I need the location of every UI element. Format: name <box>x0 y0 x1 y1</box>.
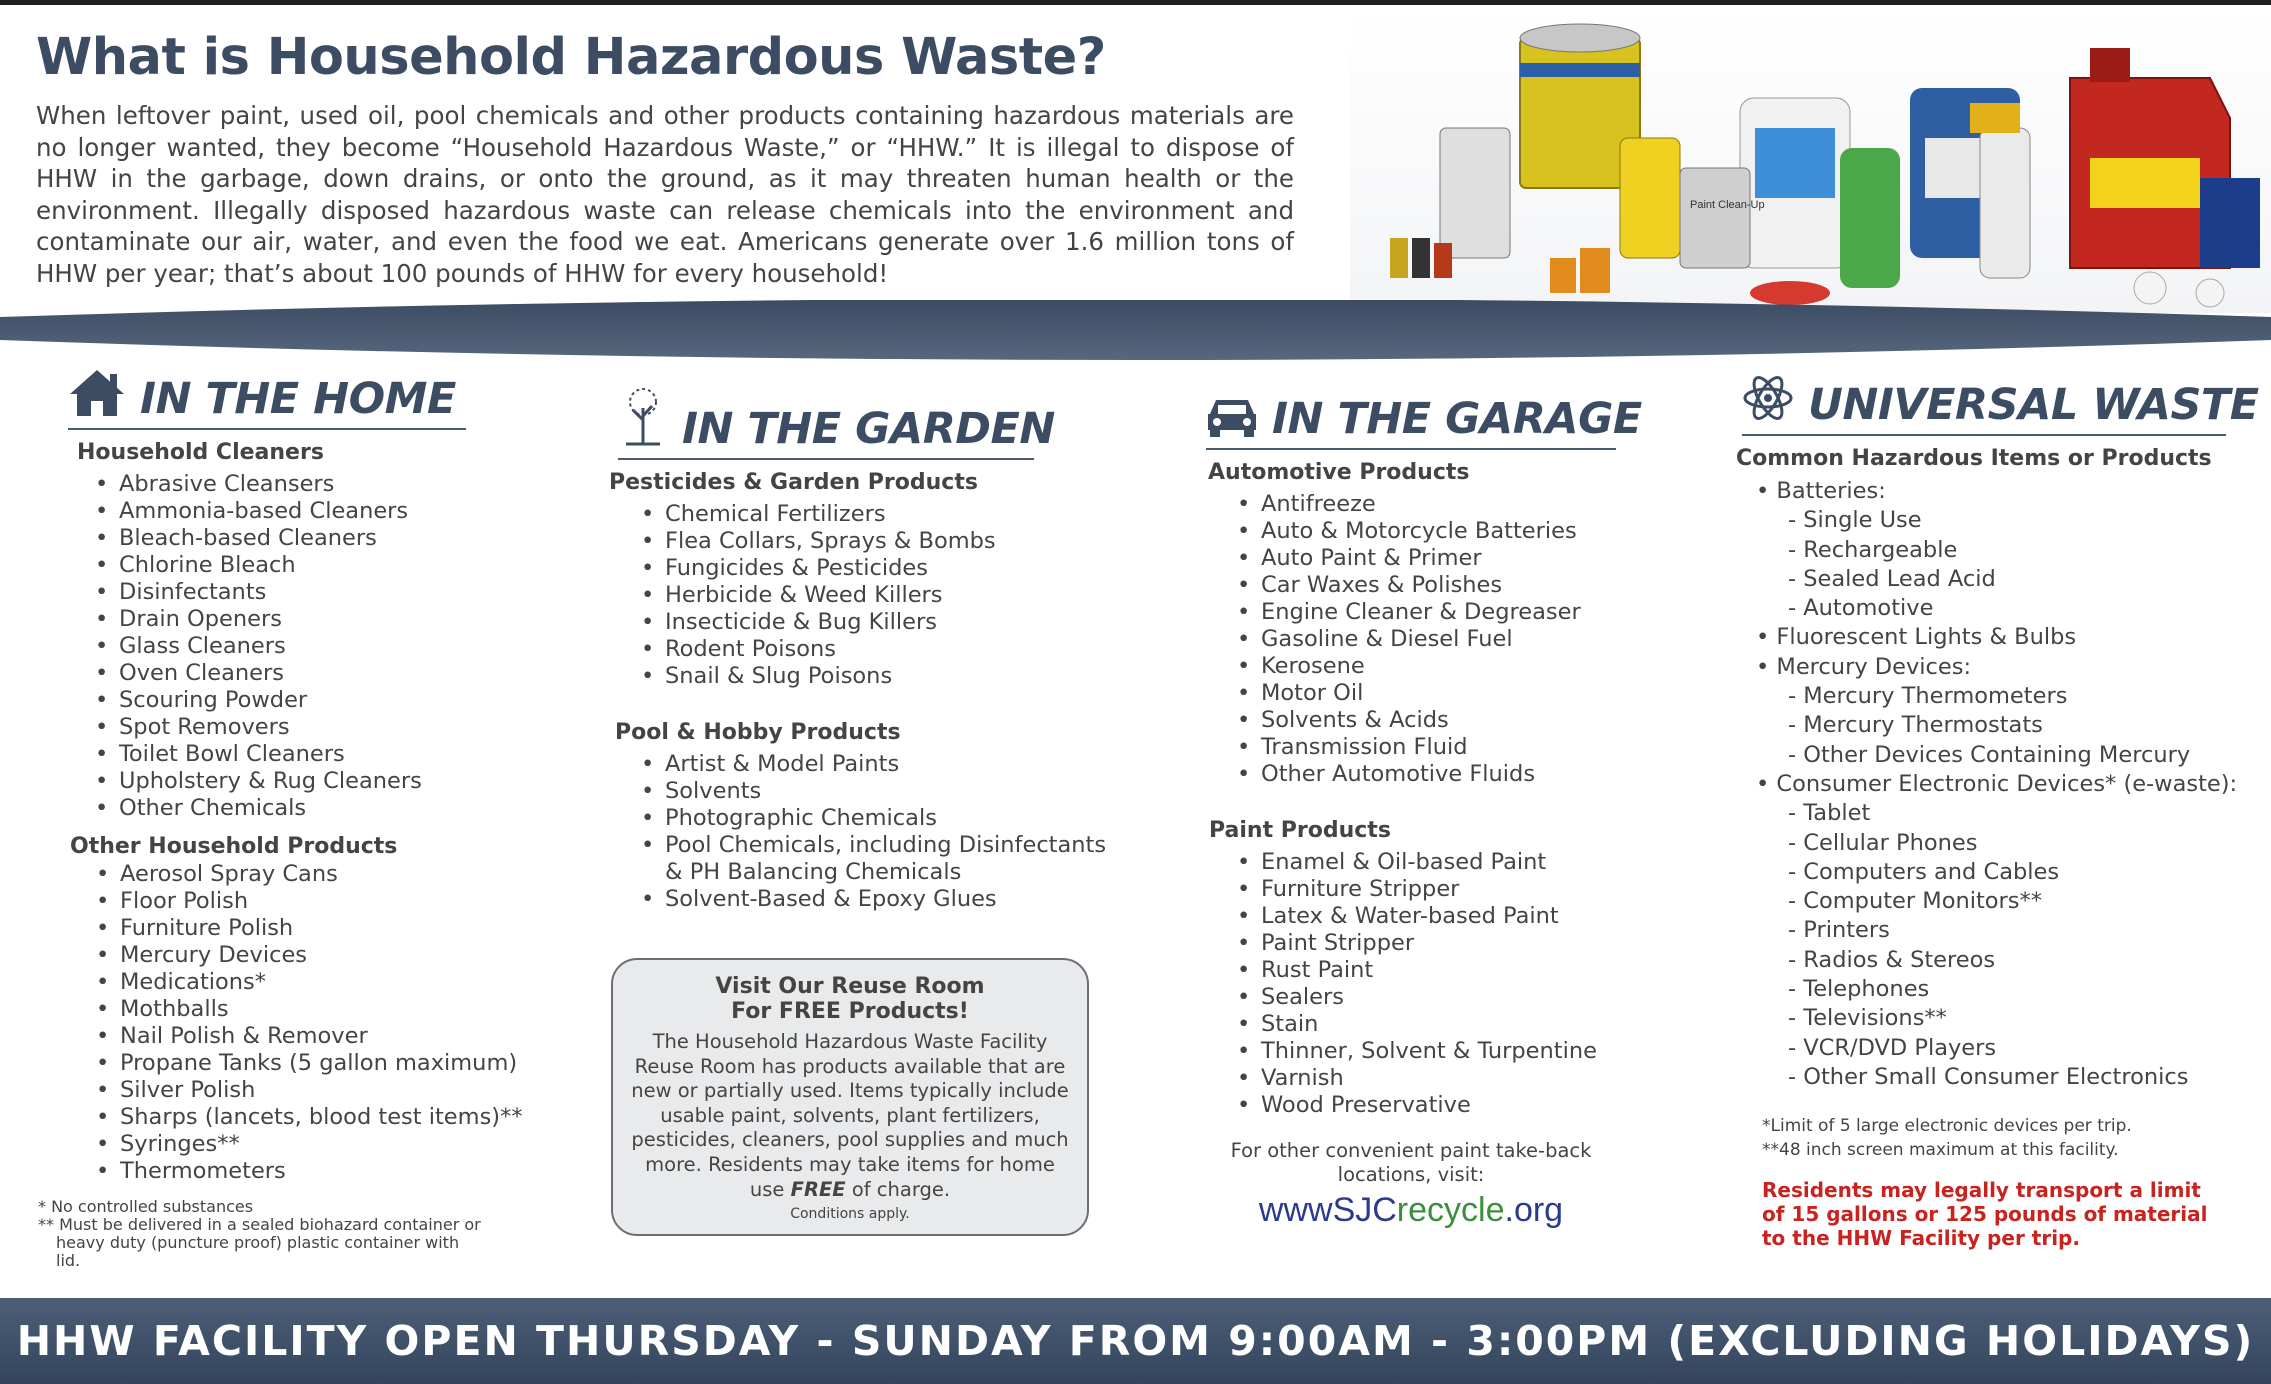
bullet: • <box>1237 761 1251 787</box>
bullet: • <box>1237 491 1251 517</box>
list-item-label: Other Automotive Fluids <box>1261 761 1536 787</box>
paint-takeback-note <box>1206 1139 1616 1187</box>
sjc-recycle-link[interactable] <box>1206 1191 1616 1230</box>
list-item-label: Thinner, Solvent & Turpentine <box>1261 1038 1597 1064</box>
list-item-label: Auto & Motorcycle Batteries <box>1261 518 1577 544</box>
bullet: • <box>1237 984 1251 1010</box>
list-item-label: Floor Polish <box>120 888 249 914</box>
list-item-label: Spot Removers <box>119 714 290 740</box>
list-item-label: Mercury Devices <box>120 942 308 968</box>
list-item <box>641 528 1138 555</box>
url-part-www: www <box>1258 1191 1333 1229</box>
list-item <box>96 969 588 996</box>
list-item <box>1237 626 1726 653</box>
list-item-label: Transmission Fluid <box>1261 734 1468 760</box>
list-item: - Mercury Thermometers <box>1788 683 2068 710</box>
list-item: - Automotive <box>1788 595 1934 622</box>
list-item <box>96 861 588 888</box>
bullet: • <box>641 582 655 608</box>
bullet: • <box>95 660 109 686</box>
bullet: • <box>95 498 109 524</box>
list-item <box>1237 707 1726 734</box>
list-item <box>1237 491 1726 518</box>
bullet: • <box>1237 599 1251 625</box>
page-title: What is Household Hazardous Waste? <box>36 28 1106 87</box>
list-item: - Telephones <box>1788 976 1930 1003</box>
list-item-label: Syringes** <box>120 1131 240 1157</box>
list-item <box>1237 653 1726 680</box>
list-item: - Other Small Consumer Electronics <box>1788 1063 2189 1090</box>
list-item-label: Antifreeze <box>1261 491 1376 517</box>
list-item <box>96 1131 588 1158</box>
bullet: • <box>96 942 110 968</box>
list-item <box>96 1050 588 1077</box>
list-item-label: Furniture Polish <box>120 915 294 941</box>
car-icon <box>1206 396 1258 442</box>
list-item-label: Abrasive Cleansers <box>119 471 335 497</box>
list-item-label: Upholstery & Rug Cleaners <box>119 768 422 794</box>
bullet: • <box>641 528 655 554</box>
list-item <box>1237 903 1726 930</box>
list-item <box>96 1158 588 1185</box>
list-item-label: Kerosene <box>1261 653 1365 679</box>
list-item: - VCR/DVD Players <box>1788 1034 1997 1061</box>
list-item: - Single Use <box>1788 507 1922 534</box>
list-item <box>641 751 1138 778</box>
bullet: • <box>95 579 109 605</box>
list-item <box>95 633 588 660</box>
reuse-free-emphasis: FREE <box>790 1177 846 1201</box>
list-item <box>1237 957 1726 984</box>
list-item-label: Solvents <box>665 778 762 804</box>
bullet: • <box>641 663 655 689</box>
list-item-label: Herbicide & Weed Killers <box>665 582 943 608</box>
list-item-label: Ammonia-based Cleaners <box>119 498 409 524</box>
list-item <box>96 915 588 942</box>
url-part-sjc: SJC <box>1332 1191 1397 1229</box>
url-part-recycle: recycle <box>1396 1191 1505 1229</box>
list-item-label: Aerosol Spray Cans <box>120 861 338 887</box>
bullet: • <box>96 1023 110 1049</box>
home-note-4: lid. <box>56 1251 81 1270</box>
list-item-label: Solvent-Based & Epoxy Glues <box>665 886 997 912</box>
list-item-label: Chlorine Bleach <box>119 552 296 578</box>
list-item <box>95 660 588 687</box>
universal-note-1: *Limit of 5 large electronic devices per trip. <box>1762 1116 2132 1137</box>
home-title-rule <box>68 428 466 430</box>
garage-paint-list <box>1237 849 1726 1119</box>
list-item-label: Photographic Chemicals <box>665 805 937 831</box>
list-item-label: Insecticide & Bug Killers <box>665 609 937 635</box>
bullet: • <box>95 525 109 551</box>
list-item-label: Sealers <box>1261 984 1344 1010</box>
home-sub-cleaners: Household Cleaners <box>77 440 324 465</box>
garage-sub-automotive: Automotive Products <box>1208 460 1470 485</box>
bullet: • <box>96 1104 110 1130</box>
list-item-label: Latex & Water-based Paint <box>1261 903 1559 929</box>
list-item-label: Varnish <box>1261 1065 1344 1091</box>
home-other-list <box>96 861 588 1185</box>
list-item <box>96 942 588 969</box>
bullet: • <box>1237 849 1251 875</box>
list-item-label: Nail Polish & Remover <box>120 1023 368 1049</box>
garage-title-rule <box>1206 448 1616 450</box>
list-item <box>641 778 1138 805</box>
list-item <box>641 663 1138 690</box>
intro-paragraph: When leftover paint, used oil, pool chemicals and other products containing hazardous materials are no longer wanted, they become “Household Hazardous Waste,” or “HHW.” It is illegal to dispose of HHW in the garbage, down drains, or onto the ground, as it may threaten human health or the environment. Illegally disposed hazardous waste can release chemicals into the environment and contaminate our air, water, and even the food we eat. Americans generate over 1.6 million tons of HHW per year; that’s about 100 pounds of HHW for every household! <box>36 101 1294 288</box>
list-item-label: Sharps (lancets, blood test items)** <box>120 1104 523 1130</box>
list-item <box>95 552 588 579</box>
facility-hours: HHW FACILITY OPEN THURSDAY - SUNDAY FROM 9:00AM - 3:00PM (EXCLUDING HOLIDAYS) <box>16 1317 2255 1365</box>
list-item-label: Motor Oil <box>1261 680 1364 706</box>
bullet: • <box>1237 1011 1251 1037</box>
bullet: • <box>96 915 110 941</box>
bullet: • <box>96 1050 110 1076</box>
list-item <box>96 996 588 1023</box>
bullet: • <box>96 969 110 995</box>
list-item: - Computer Monitors** <box>1788 888 2043 915</box>
garage-section <box>1206 396 1726 1230</box>
list-item-label: Silver Polish <box>120 1077 256 1103</box>
bullet: • <box>1237 930 1251 956</box>
bullet: • <box>1237 626 1251 652</box>
bullet: • <box>1237 545 1251 571</box>
list-item <box>96 888 588 915</box>
list-item <box>95 471 588 498</box>
list-item <box>96 1104 588 1131</box>
list-item <box>95 525 588 552</box>
hours-footer <box>0 1298 2271 1384</box>
bullet: • <box>96 1077 110 1103</box>
bullet: • <box>641 555 655 581</box>
list-item-label: Glass Cleaners <box>119 633 286 659</box>
reuse-body-end: of charge. <box>851 1177 951 1201</box>
list-item <box>1237 1038 1726 1065</box>
home-note-2: ** Must be delivered in a sealed biohazard container or <box>38 1215 481 1234</box>
transport-limit-warning: Residents may legally transport a limit of 15 gallons or 125 pounds of material to the HHW Facility per trip. <box>1762 1178 2208 1251</box>
list-item <box>1237 1092 1726 1119</box>
garden-sub-pool: Pool & Hobby Products <box>615 720 901 745</box>
list-item <box>1237 984 1726 1011</box>
list-item-label: Scouring Powder <box>119 687 308 713</box>
list-item: • Mercury Devices: <box>1756 653 1972 680</box>
reuse-heading-1: Visit Our Reuse Room <box>715 974 985 999</box>
list-item: - Radios & Stereos <box>1788 946 1996 973</box>
bullet: • <box>95 606 109 632</box>
bullet: • <box>95 768 109 794</box>
list-item: - Tablet <box>1788 800 1871 827</box>
tree-icon <box>618 386 668 452</box>
garden-section <box>609 386 1138 913</box>
list-item-label: Medications* <box>120 969 267 995</box>
list-item: - Sealed Lead Acid <box>1788 565 1996 592</box>
list-item-label: Gasoline & Diesel Fuel <box>1261 626 1513 652</box>
bullet: • <box>641 778 655 804</box>
list-item <box>1237 930 1726 957</box>
universal-sub: Common Hazardous Items or Products <box>1736 446 2212 471</box>
garage-automotive-list <box>1237 491 1726 788</box>
bullet: • <box>1237 707 1251 733</box>
list-item-label: Thermometers <box>120 1158 286 1184</box>
bullet: • <box>1237 572 1251 598</box>
reuse-heading-2: For FREE Products! <box>731 999 969 1024</box>
list-item-label: Enamel & Oil-based Paint <box>1261 849 1547 875</box>
bullet: • <box>1237 734 1251 760</box>
list-item <box>1237 849 1726 876</box>
list-item <box>1237 1065 1726 1092</box>
bullet: • <box>641 609 655 635</box>
home-sub-other: Other Household Products <box>70 834 398 859</box>
list-item-label: Bleach-based Cleaners <box>119 525 377 551</box>
bullet: • <box>641 501 655 527</box>
list-item-label: Oven Cleaners <box>119 660 284 686</box>
garden-pool-list <box>641 751 1138 913</box>
bullet: • <box>1237 876 1251 902</box>
list-item: - Cellular Phones <box>1788 829 1978 856</box>
universal-list <box>1756 477 2262 1092</box>
bullet: • <box>641 886 655 912</box>
url-part-org: .org <box>1504 1191 1564 1229</box>
reuse-room-callout <box>611 958 1089 1236</box>
list-item-label: Furniture Stripper <box>1261 876 1460 902</box>
section-divider-band <box>0 300 2271 360</box>
bullet: • <box>96 996 110 1022</box>
bullet: • <box>1237 1065 1251 1091</box>
bullet: • <box>641 832 655 858</box>
garage-sub-paint: Paint Products <box>1209 818 1391 843</box>
list-item <box>641 582 1138 609</box>
list-item <box>641 886 1138 913</box>
list-item-label: Artist & Model Paints <box>665 751 900 777</box>
list-item <box>1237 680 1726 707</box>
list-item-label: Pool Chemicals, including Disinfectants <box>665 832 1107 858</box>
top-border <box>0 0 2271 5</box>
list-item-label: Stain <box>1261 1011 1319 1037</box>
list-item: - Rechargeable <box>1788 536 1958 563</box>
list-item-label: Snail & Slug Poisons <box>665 663 893 689</box>
list-item: - Computers and Cables <box>1788 858 2060 885</box>
universal-note-2: **48 inch screen maximum at this facility. <box>1762 1140 2119 1161</box>
bullet: • <box>96 861 110 887</box>
list-item <box>641 501 1138 528</box>
reuse-conditions: Conditions apply. <box>790 1206 910 1223</box>
bullet: • <box>96 1158 110 1184</box>
bullet: • <box>1237 1092 1251 1118</box>
list-item <box>1237 734 1726 761</box>
list-item: - Printers <box>1788 917 1890 944</box>
list-item <box>1237 1011 1726 1038</box>
list-item-label: Other Chemicals <box>119 795 307 821</box>
bullet: • <box>95 552 109 578</box>
list-item-label: Car Waxes & Polishes <box>1261 572 1503 598</box>
bullet: • <box>96 888 110 914</box>
list-item <box>95 795 588 822</box>
list-item: - Other Devices Containing Mercury <box>1788 741 2191 768</box>
bullet: • <box>1237 680 1251 706</box>
bullet: • <box>95 687 109 713</box>
list-item-label: Mothballs <box>120 996 229 1022</box>
list-item <box>1237 876 1726 903</box>
reuse-body <box>631 1030 1069 1202</box>
list-item <box>95 498 588 525</box>
list-item: • Batteries: <box>1756 478 1886 504</box>
garden-pesticides-list <box>641 501 1138 690</box>
list-item <box>641 805 1138 832</box>
universal-title: UNIVERSAL WASTE <box>1808 380 2259 430</box>
reuse-body-text: The Household Hazardous Waste Facility Reuse Room has products available that are new or partially used. Items typically include usable paint, solvents, plant fertilizers, pesticides, cleaners, pool supplies and much more. Residents may take items for home use <box>631 1030 1069 1201</box>
list-item <box>1237 572 1726 599</box>
list-item-label: Drain Openers <box>119 606 282 632</box>
hazardous-products-image <box>1350 8 2271 313</box>
list-item <box>96 1023 588 1050</box>
bullet: • <box>1237 653 1251 679</box>
paint-note-line-2: locations, visit: <box>1337 1163 1485 1186</box>
bullet: • <box>641 751 655 777</box>
list-item-label: Rust Paint <box>1261 957 1374 983</box>
bullet: • <box>641 636 655 662</box>
house-icon <box>68 368 126 422</box>
list-item-label: & PH Balancing Chemicals <box>665 859 962 885</box>
list-item <box>95 714 588 741</box>
list-item: - Mercury Thermostats <box>1788 712 2043 739</box>
list-item-label: Solvents & Acids <box>1261 707 1449 733</box>
list-item <box>1237 518 1726 545</box>
list-item <box>95 579 588 606</box>
list-item <box>641 555 1138 582</box>
list-item <box>1237 545 1726 572</box>
bullet: • <box>95 633 109 659</box>
bullet: • <box>96 1131 110 1157</box>
bullet: • <box>1237 903 1251 929</box>
list-item-label: Rodent Poisons <box>665 636 837 662</box>
list-item <box>641 832 1138 859</box>
products-illustration <box>1350 8 2271 313</box>
garden-title-rule <box>618 458 1034 460</box>
bullet: • <box>95 471 109 497</box>
list-item-label: Auto Paint & Primer <box>1261 545 1482 571</box>
bullet: • <box>95 741 109 767</box>
list-item-label: Disinfectants <box>119 579 267 605</box>
atom-icon <box>1742 372 1794 428</box>
list-item: • Consumer Electronic Devices* (e-waste): <box>1756 770 2238 797</box>
paint-note-line-1: For other convenient paint take-back <box>1230 1139 1592 1162</box>
list-item <box>1237 599 1726 626</box>
list-item <box>95 741 588 768</box>
bullet: • <box>641 805 655 831</box>
list-item <box>95 687 588 714</box>
bullet: • <box>1237 957 1251 983</box>
list-item-label: Toilet Bowl Cleaners <box>119 741 345 767</box>
garden-title: IN THE GARDEN <box>682 404 1055 454</box>
home-note-1: * No controlled substances <box>38 1197 254 1216</box>
home-section <box>38 368 588 1270</box>
list-item <box>641 636 1138 663</box>
list-item-label: Wood Preservative <box>1261 1092 1471 1118</box>
universal-section <box>1736 372 2262 1251</box>
universal-title-rule <box>1742 434 2226 436</box>
bullet: • <box>1237 518 1251 544</box>
list-item-label: Paint Stripper <box>1261 930 1415 956</box>
list-item-label: Propane Tanks (5 gallon maximum) <box>120 1050 518 1076</box>
bullet: • <box>95 714 109 740</box>
list-item: - Televisions** <box>1788 1005 1947 1032</box>
bullet: • <box>1237 1038 1251 1064</box>
garage-title: IN THE GARAGE <box>1272 394 1642 444</box>
list-item <box>96 1077 588 1104</box>
list-item-label: Fungicides & Pesticides <box>665 555 928 581</box>
list-item: • Fluorescent Lights & Bulbs <box>1756 624 2077 651</box>
bullet: • <box>95 795 109 821</box>
home-title: IN THE HOME <box>140 374 456 424</box>
list-item-label: Chemical Fertilizers <box>665 501 886 527</box>
list-item <box>641 609 1138 636</box>
list-item <box>95 606 588 633</box>
home-note-3: heavy duty (puncture proof) plastic container with <box>56 1233 460 1252</box>
list-item-continuation <box>641 859 1138 886</box>
list-item <box>95 768 588 795</box>
list-item <box>1237 761 1726 788</box>
home-cleaners-list <box>95 471 588 822</box>
list-item-label: Flea Collars, Sprays & Bombs <box>665 528 996 554</box>
paint-cleanup-label: Paint Clean-Up <box>1690 199 1765 211</box>
list-item-label: Engine Cleaner & Degreaser <box>1261 599 1581 625</box>
garden-sub-pesticides: Pesticides & Garden Products <box>609 470 978 495</box>
